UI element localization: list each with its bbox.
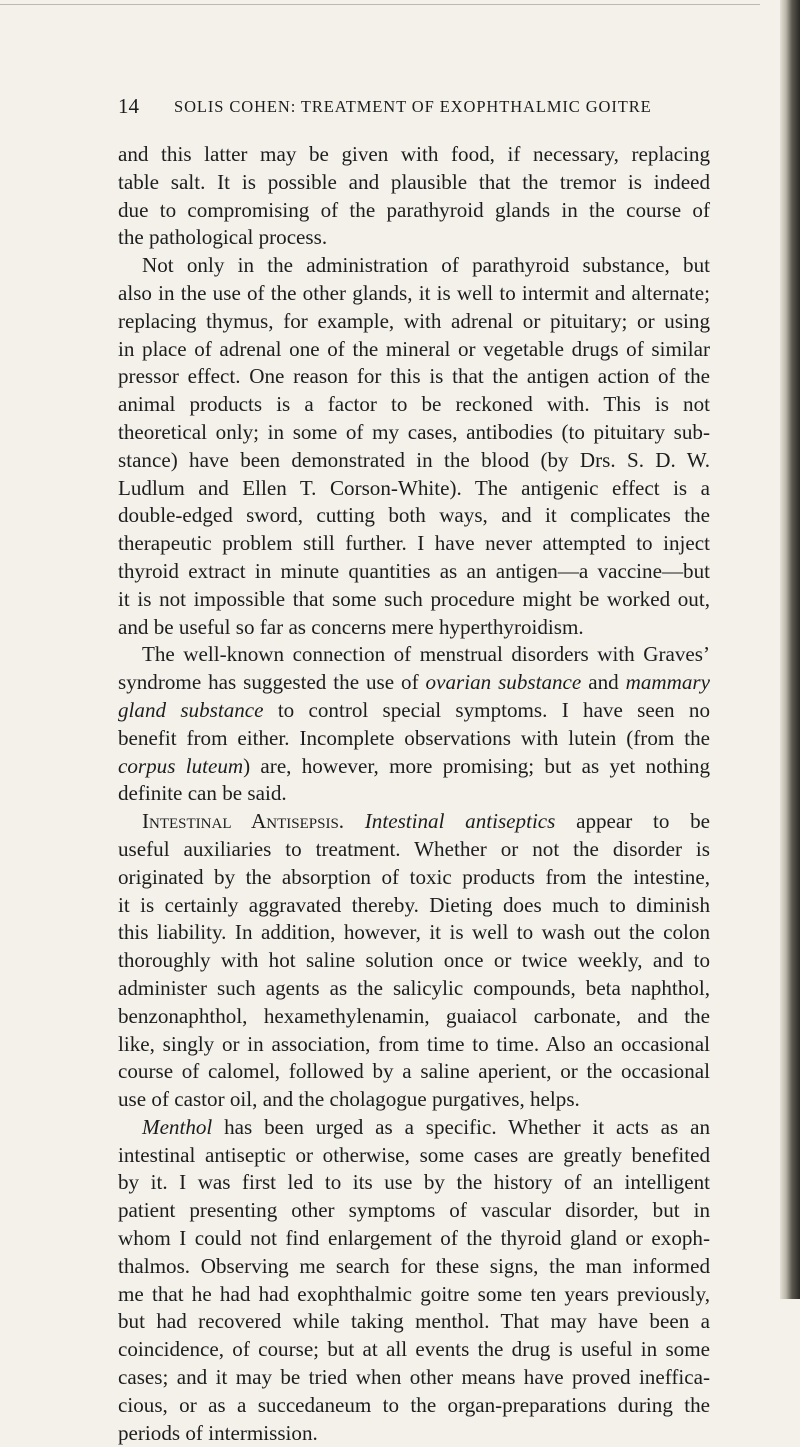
text-line: this liability. In addition, however, it is well to wash out the colon [118,920,710,945]
text-line: and this latter may be given with food, if necessary, replacing [118,142,710,166]
text-line: but had recovered while taking menthol. That may have been a [118,1309,710,1334]
text-line: corpus luteum) are, however, more promising; but as yet nothing [118,753,710,778]
text-line: it is not impossible that some such procedure might be worked out, [118,586,710,611]
text-line: cases; and it may be tried when other means have proved ineffica- [118,1365,710,1390]
text-line: use of castor oil, and the cholagogue purgatives, helps. [118,1087,580,1112]
text-line: periods of intermission. [118,1420,318,1445]
text-line: stance) have been demonstrated in the blood (by Drs. S. D. W. [118,447,710,472]
text-line: useful auxiliaries to treatment. Whether or not the disorder is [118,836,710,861]
text-line: table salt. It is possible and plausible that the tremor is indeed [118,169,710,194]
text-line: The well-known connection of menstrual disorders with Graves’ [142,642,710,667]
text-line: it is certainly aggravated thereby. Dieting does much to diminish [118,892,710,917]
running-head: SOLIS COHEN: TREATMENT OF EXOPHTHALMIC GOITRE [174,97,652,116]
text-line: intestinal antiseptic or otherwise, some cases are greatly benefited [118,1142,710,1167]
text-line: benzonaphthol, hexamethylenamin, guaiacol carbonate, and the [118,1003,710,1028]
text-line: animal products is a factor to be reckoned with. This is not [118,392,710,417]
italic-term: ovarian substance [425,670,582,695]
italic-term: Intestinal antiseptics [364,809,556,834]
text-line: me that he had had exophthalmic goitre some ten years previously, [118,1281,710,1306]
text-line: coincidence, of course; but at all events the drug is useful in some [118,1337,710,1362]
text-line: by it. I was first led to its use by the history of an intelligent [118,1170,710,1195]
text-line: like, singly or in association, from time to time. Also an occasional [118,1031,710,1056]
text-line: benefit from either. Incomplete observations with lutein (from the [118,725,710,750]
text-line: Ludlum and Ellen T. Corson-White). The antigenic effect is a [118,475,710,500]
text-line: originated by the absorption of toxic products from the intestine, [118,864,710,889]
text-line: the pathological process. [118,225,328,250]
text-line: thalmos. Observing me search for these signs, the man informed [118,1253,710,1278]
text-line: thyroid extract in minute quantities as an antigen—a vaccine—but [118,558,710,583]
body-text [118,141,710,1447]
text-line: also in the use of the other glands, it is well to intermit and alternate; [118,280,710,305]
italic-term: gland substance [118,697,264,722]
section-heading: Intestinal Antisepsis. [142,809,345,834]
text-line: thoroughly with hot saline solution once or twice weekly, and to [118,948,710,973]
text-line: double-edged sword, cutting both ways, and it complicates the [118,503,710,528]
text-line: and be useful so far as concerns mere hyperthyroidism. [118,614,584,639]
text-line: theoretical only; in some of my cases, antibodies (to pituitary sub- [118,419,710,444]
text-line: course of calomel, followed by a saline aperient, or the occasional [118,1059,710,1084]
text-line: whom I could not find enlargement of the thyroid gland or exoph- [118,1226,710,1251]
text-line: gland substance to control special symptoms. I have seen no [118,697,710,722]
text-line: cious, or as a succedaneum to the organ-preparations during the [118,1392,710,1417]
text-line: Menthol has been urged as a specific. Whether it acts as an [142,1114,710,1139]
text-line: definite can be said. [118,781,287,806]
text-line: in place of adrenal one of the mineral or vegetable drugs of similar [118,336,710,361]
page-top-edge [0,4,760,5]
italic-term: corpus luteum [118,753,244,778]
text-line: due to compromising of the parathyroid glands in the course of [118,197,710,222]
italic-term: mammary [625,670,710,695]
text-line: Intestinal Antisepsis. Intestinal antiseptics appear to be [142,809,710,834]
text-line: syndrome has suggested the use of ovarian substance and mammary [118,670,710,695]
text-line: pressor effect. One reason for this is that the antigen action of the [118,364,710,389]
text-line: administer such agents as the salicylic compounds, beta naphthol, [118,975,710,1000]
book-binding-edge [780,0,800,1299]
text-line: Not only in the administration of parathyroid substance, but [142,253,710,278]
page-number: 14 [118,94,139,118]
italic-term: Menthol [142,1114,213,1139]
text-line: replacing thymus, for example, with adrenal or pituitary; or using [118,308,710,333]
page-header [118,94,714,118]
text-line: therapeutic problem still further. I have never attempted to inject [118,531,710,556]
text-line: patient presenting other symptoms of vascular disorder, but in [118,1198,710,1223]
